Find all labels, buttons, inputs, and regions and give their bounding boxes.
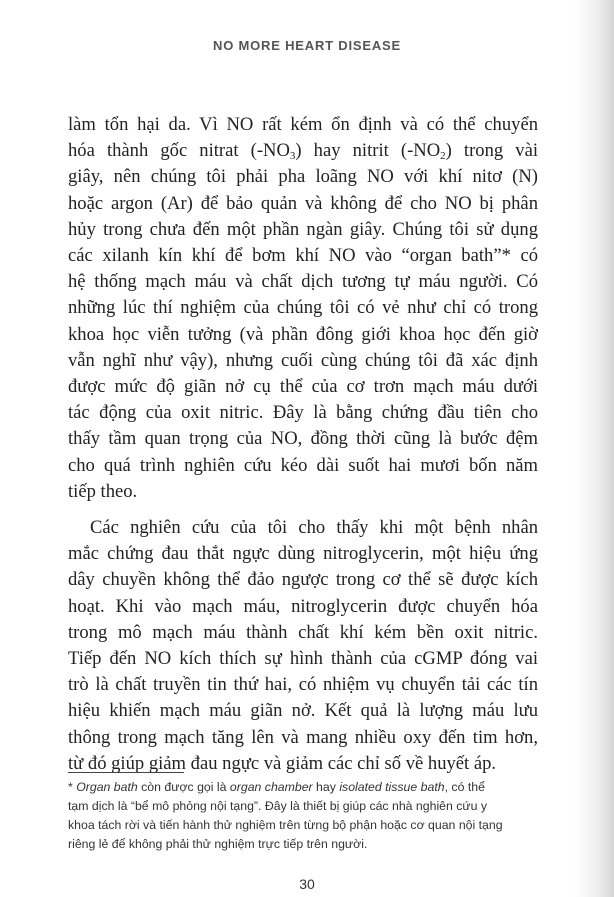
text-line: những lúc thí nghiệm của chúng tôi có vẻ như chỉ có trong (68, 297, 538, 319)
text-line: làm tổn hại da. Vì NO rất kém ổn định và có thể chuyển (68, 114, 538, 135)
text-line: từ đó giúp giảm đau ngực và giảm các chỉ số về huyết áp. (68, 752, 497, 774)
text-line: giây, nên chúng tôi phải pha loãng NO với khí nitơ (N) (68, 166, 538, 188)
text-line: được mức độ giãn nở cụ thể của cơ trơn mạch máu dưới (68, 376, 538, 398)
text-line: thấy tầm quan trọng của NO, đồng thời cũng là bước đệm (68, 428, 538, 450)
footnote-line: khoa tách rời và tiến hành thử nghiệm trên từng bộ phận hoặc cơ quan nội tạng (68, 818, 503, 832)
running-head: NO MORE HEART DISEASE (213, 38, 401, 53)
footnote-line: tạm dịch là “bể mô phỏng nội tạng”. Đây là thiết bị giúp các nhà nghiên cứu y (68, 799, 488, 813)
text-line: tiếp theo. (68, 480, 138, 502)
footnote-term: Organ bath (76, 780, 138, 794)
footnote-fragment: còn được gọi là (137, 780, 230, 794)
text-line: cho quá trình nghiên cứu kéo dài suốt hai mươi bốn năm (68, 454, 538, 476)
text-line: trong mô mạch máu thành chất khí kém bền oxit nitric. (68, 621, 538, 643)
text-line: vẫn nghĩ như vậy), nhưng cuối cùng chúng tôi đã xác định (68, 349, 538, 371)
text-line: hiệu khiến mạch máu giãn nở. Kết quả là lượng máu lưu (68, 700, 538, 722)
footnote-term: organ chamber (229, 780, 313, 794)
paragraph-2 (68, 515, 538, 777)
text-line: hệ thống mạch máu và chất dịch tương tự máu người. Có (68, 271, 538, 293)
text-line: thông trong mạch tăng lên và mang nhiều oxy đến tim hơn, (68, 726, 538, 748)
subscript: 2 (440, 150, 446, 163)
text-line: dây chuyền không thể đảo ngược trong cơ thể sẽ được kích (68, 569, 538, 591)
text-line: mắc chứng đau thắt ngực dùng nitroglycerin, một hiệu ứng (68, 543, 538, 565)
page-number: 30 (299, 876, 315, 892)
paragraph-1 (68, 112, 538, 505)
text-line-with-formulas (68, 138, 538, 164)
text-line: hủy trong chưa đến một phần ngàn giây. Chúng tôi sử dụng (68, 218, 538, 240)
footnote (68, 778, 542, 854)
text-line: hoặc argon (Ar) để bảo quản và không để cho NO bị phân (68, 192, 538, 214)
text-fragment: ) hay nitrit (-NO (295, 140, 441, 162)
text-line: Các nghiên cứu của tôi cho thấy khi một bệnh nhân (90, 517, 538, 539)
footnote-marker: * (68, 780, 77, 794)
footnote-fragment: , có thể (444, 780, 485, 794)
text-line: khoa học viễn tưởng (và phần đông giới khoa học đến giờ (68, 323, 538, 345)
footnote-term: isolated tissue bath (339, 780, 445, 794)
footnote-line: riêng lẻ để không phải thử nghiệm trực tiếp trên người. (68, 837, 368, 851)
text-fragment: ) trong vài (445, 140, 538, 162)
text-line: Tiếp đến NO kích thích sự hình thành của cGMP đóng vai (68, 648, 538, 670)
footnote-fragment: hay (312, 780, 340, 794)
text-fragment: hóa thành gốc nitrat (-NO (68, 140, 290, 162)
footnote-line (68, 778, 542, 797)
footnote-divider (68, 772, 184, 773)
subscript: 3 (289, 150, 296, 163)
page-edge-shadow (574, 0, 614, 897)
text-line: tác động của oxit nitric. Đây là bằng chứng đầu tiên cho (68, 402, 538, 424)
text-line: hoạt. Khi vào mạch máu, nitroglycerin được chuyển hóa (68, 595, 538, 617)
body-text (68, 112, 538, 777)
text-line: trò là chất truyền tin thứ hai, có nhiệm vụ chuyển tải các tín (68, 674, 538, 696)
text-line: các xilanh kín khí để bơm khí NO vào “organ bath”* có (68, 245, 538, 267)
